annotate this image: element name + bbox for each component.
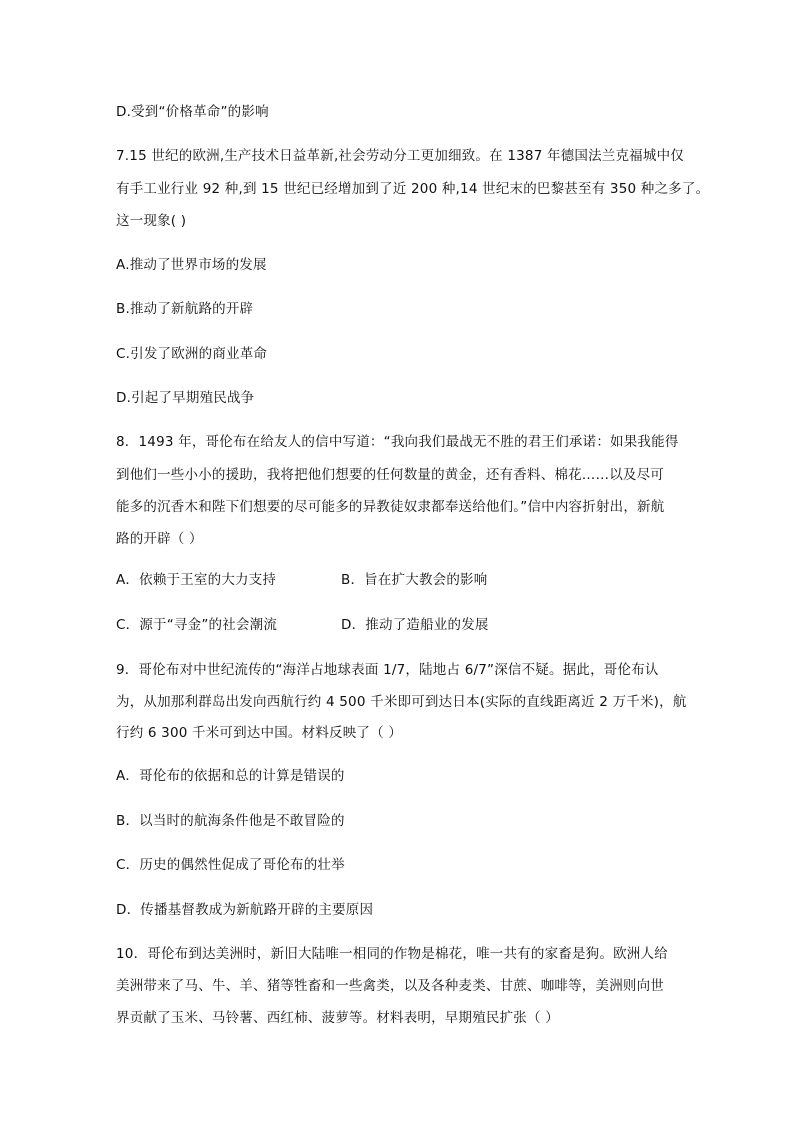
q7-stem-line-3: 这一现象( ) xyxy=(116,213,187,229)
q7-option-b: B.推动了新航路的开辟 xyxy=(116,301,254,317)
q9-stem-line-1: 9．哥伦布对中世纪流传的“海洋占地球表面 1/7，陆地占 6/7”深信不疑。据此，哥伦布认 xyxy=(116,662,659,678)
q8-stem-line-4: 路的开辟（ ） xyxy=(116,531,203,547)
q9-option-a: A．哥伦布的依据和总的计算是错误的 xyxy=(116,768,345,784)
q9-option-d: D．传播基督教成为新航路开辟的主要原因 xyxy=(116,902,374,918)
q8-stem-line-2: 到他们一些小小的援助，我将把他们想要的任何数量的黄金，还有香料、棉花……以及尽可 xyxy=(116,467,664,483)
q8-stem-line-3: 能多的沉香木和陛下们想要的尽可能多的异教徒奴隶都奉送给他们。”信中内容折射出，新航 xyxy=(116,499,665,515)
q8-option-a: A．依赖于王室的大力支持 xyxy=(116,572,277,588)
q9-option-c: C．历史的偶然性促成了哥伦布的壮举 xyxy=(116,857,345,873)
q7-option-a: A.推动了世界市场的发展 xyxy=(116,257,267,273)
q7-stem-line-1: 7.15 世纪的欧洲,生产技术日益革新,社会劳动分工更加细致。在 1387 年德国法兰克福城中仅 xyxy=(116,148,684,164)
q10-stem-line-2: 美洲带来了马、牛、羊、猪等牲畜和一些禽类，以及各种麦类、甘蔗、咖啡等，美洲则向世 xyxy=(116,978,664,994)
q6-option-d: D.受到“价格革命”的影响 xyxy=(116,104,269,120)
q10-stem-line-3: 界贡献了玉米、马铃薯、西红柿、菠萝等。材料表明，早期殖民扩张（ ） xyxy=(116,1010,559,1026)
q7-option-d: D.引起了早期殖民战争 xyxy=(116,390,255,406)
q7-stem-line-2: 有手工业行业 92 种,到 15 世纪已经增加到了近 200 种,14 世纪末的巴黎甚至有 350 种之多了。 xyxy=(116,181,710,197)
q9-stem-line-2: 为，从加那利群岛出发向西航行约 4 500 千米即可到达日本(实际的直线距离近 2 万千米)，航 xyxy=(116,694,687,710)
q8-option-d: D．推动了造船业的发展 xyxy=(341,617,489,633)
q8-stem-line-1: 8．1493 年，哥伦布在给友人的信中写道：“我向我们最战无不胜的君王们承诺：如果我能得 xyxy=(116,434,679,450)
q8-option-c: C．源于“寻金”的社会潮流 xyxy=(116,617,278,633)
q8-option-b: B．旨在扩大教会的影响 xyxy=(341,572,488,588)
q10-stem-line-1: 10．哥伦布到达美洲时，新旧大陆唯一相同的作物是棉花，唯一共有的家畜是狗。欧洲人给 xyxy=(116,946,668,962)
q9-stem-line-3: 行约 6 300 千米可到达中国。材料反映了（ ） xyxy=(116,725,403,741)
q9-option-b: B．以当时的航海条件他是不敢冒险的 xyxy=(116,813,345,829)
q7-option-c: C.引发了欧洲的商业革命 xyxy=(116,346,268,362)
